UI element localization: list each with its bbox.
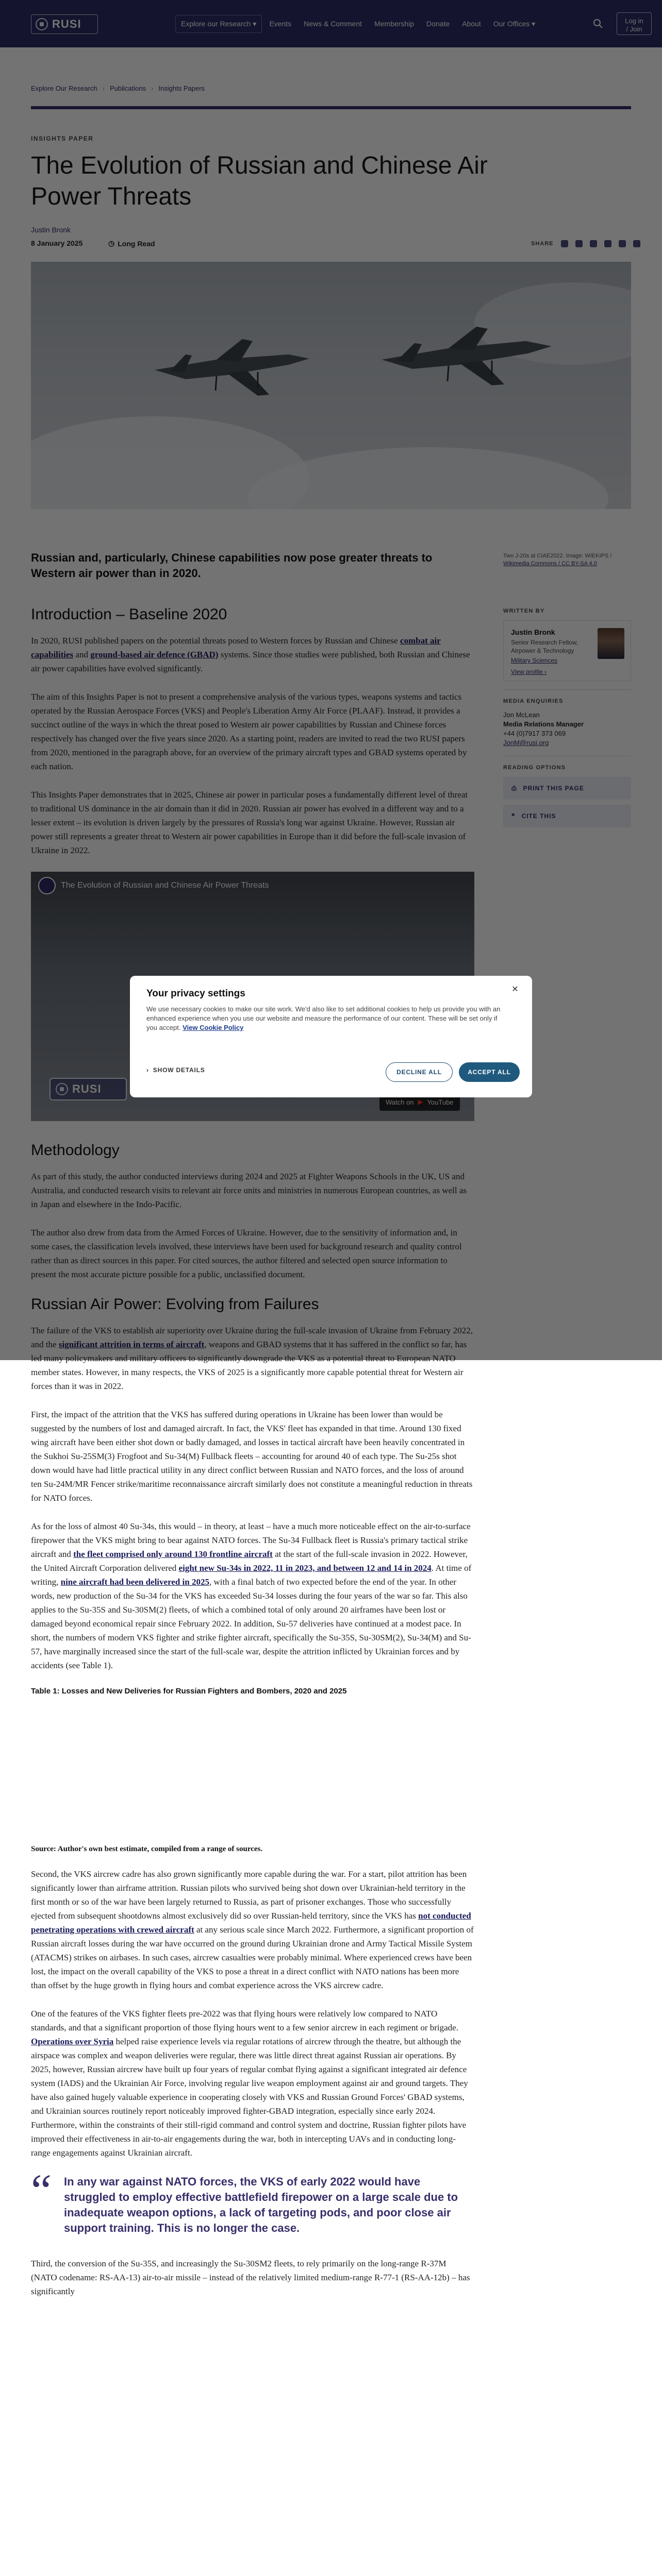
- inline-link[interactable]: nine aircraft had been delivered in 2025: [60, 1577, 209, 1587]
- table-caption: Table 1: Losses and New Deliveries for Russian Fighters and Bombers, 2020 and 2025: [31, 1687, 347, 1696]
- paragraph: As for the loss of almost 40 Su-34s, this would – in theory, at least – have a much more noticeable effect on the air-to-surface firepower that the VKS might bring to bear against NATO forces. The Su-34 Fullback fleet is Russia's primary tactical strike aircraft and the fleet comprised only around 130 frontline aircraft at the start of the full-scale invasion in 2022. However, the United Aircraft Corporation delivered eight new Su-34s in 2022, 11 in 2023, and between 12 and 14 in 2024. At time of writing, nine aircraft had been delivered in 2025, with a final batch of two expected before the end of the year. In other words, new production of the Su-34 for the VKS has exceeded Su-34 losses during the four years of the war so far. This also applies to the Su-35S and Su-30SM(2) fleets, of which a combined total of only around 20 airframes have been lost or damaged beyond economical repair since February 2022. In addition, Su-57 deliveries have continued at a modest pace. In short, the numbers of modern VKS fighter and strike fighter aircraft, specifically the Su-35S, Su-30SM(2), Su-34(M) and Su-57, have marginally increased since the start of the full-scale war, despite the attrition inflicted by Ukrainian forces and by accidents (see Table 1).: [31, 1521, 472, 1670]
- paragraph: Second, the VKS aircrew cadre has also grown significantly more capable during the war. For a start, pilot attrition has been significantly lower than airframe attrition. Russian pilots who survived being shot down over Ukrainian-held territory in the first month or so of the war have been largely returned to Russia, as part of prisoner exchanges. Those who successfully ejected from subsequent shootdowns almost exclusively did so over Russian-held territory, since the VKS has not conducted penetrating operations with crewed aircraft at any serious scale since March 2022. Furthermore, a significant proportion of Russian aircraft losses during the war have occurred on the ground during Ukrainian drone and Army Tactical Missile System (ATACMS) strikes on airbases. In such cases, aircrew casualties were probably minimal. Where experienced crews have been lost, the impact on the overall capability of the VKS to pose a threat in a direct conflict with NATO nations has been more than offset by the huge growth in flying hours and combat experience across the VKS aircrew cadre.: [31, 1869, 474, 1990]
- cookie-modal-title: Your privacy settings: [146, 988, 245, 999]
- cookie-policy-link[interactable]: View Cookie Policy: [183, 1024, 244, 1031]
- decline-all-button[interactable]: DECLINE ALL: [386, 1062, 453, 1082]
- paragraph: First, the impact of the attrition that the VKS has suffered during operations in Ukraine has been lower than would be suggested by the numbers of lost and damaged aircraft. In fact, the VKS' fleet has expanded in that time. Around 130 fixed wing aircraft have been either shot down or badly damaged, and losses in tactical aircraft have been heavily concentrated in the Sukhoi Su-25SM(3) Frogfoot and Su-34(M) Fullback fleets – accounting for around 40 of each type. The Su-25s shot down would have had little practical utility in any direct conflict between Russian and NATO forces, and the loss of around ten Su-24M/MR Fencer strike/maritime reconnaissance aircraft similarly does not constitute a meaningful reduction in threats for NATO forces.: [31, 1410, 473, 1503]
- paragraph: One of the features of the VKS fighter fleets pre-2022 was that flying hours were relatively low compared to NATO standards, and that a significant proportion of those flying hours went to a few senior aircrew in each regiment or brigade. Operations over Syria helped raise experience levels via regular rotations of aircrew through the theatre, but although the airspace was complex and weapon deliveries were regular, there was little direct threat against Russian air operations. By 2025, however, Russian aircrew have built up four years of regular combat flying against a significant integrated air defence system (IADS) and the Ukrainian Air Force, involving regular live weapon employment against air and ground targets. They have also gained hugely valuable experience in cooperating closely with VKS and Russian Ground Forces' GBAD systems, and Ukrainian sources routinely report noticeably improved fighter-GBAD integration, especially since early 2024. Furthermore, within the constraints of their still-rigid command and control system and doctrine, Russian fighter pilots have improved their effectiveness in air-to-air engagements during the war, both in intercepting UAVs and in conducting long-range engagements against Ukrainian aircraft.: [31, 2009, 468, 2158]
- inline-link[interactable]: the fleet comprised only around 130 frontline aircraft: [73, 1549, 273, 1559]
- chevron-right-icon: ›: [146, 1066, 149, 1074]
- cookie-consent-modal: [130, 976, 532, 1097]
- quote-mark-icon: “: [31, 2165, 52, 2216]
- inline-link[interactable]: not conducted penetrating operations with crewed aircraft: [31, 1911, 471, 1935]
- cookie-modal-text: We use necessary cookies to make our site work. We'd also like to set additional cookies to help us provide you with an enhanced experience when you use our website and measure the performance of our content. These will be set only if you accept. View Cookie Policy: [146, 1005, 501, 1031]
- accept-all-button[interactable]: ACCEPT ALL: [459, 1062, 520, 1082]
- pull-quote-text: In any war against NATO forces, the VKS of early 2022 would have struggled to employ effective battlefield firepower on a large scale due to inadequate weapon options, a lack of targeting pods, and poor close air support training. This is no longer the case.: [64, 2175, 458, 2234]
- show-details-toggle[interactable]: › SHOW DETAILS: [146, 1066, 205, 1074]
- pull-quote: [31, 2165, 474, 2236]
- close-icon[interactable]: ✕: [511, 985, 519, 994]
- table-source: Source: Author's own best estimate, compiled from a range of sources.: [31, 1845, 263, 1853]
- paragraph: Third, the conversion of the Su-35S, and increasingly the Su-30SM2 fleets, to rely primarily on the long-range R-37M (NATO codename: RS-AA-13) air-to-air missile – instead of the relatively limited medium-range R-77-1 (RS-AA-12b) – has significantly: [31, 2259, 470, 2296]
- table-embed-area: [31, 1696, 474, 1845]
- inline-link[interactable]: eight new Su-34s in 2022, 11 in 2023, and between 12 and 14 in 2024: [178, 1563, 432, 1573]
- inline-link[interactable]: Operations over Syria: [31, 2037, 114, 2046]
- paragraph: member states. However, in many respects, the VKS of 2025 is a significantly more capable potential threat for Western air forces than it was in 2022.: [31, 1324, 474, 1393]
